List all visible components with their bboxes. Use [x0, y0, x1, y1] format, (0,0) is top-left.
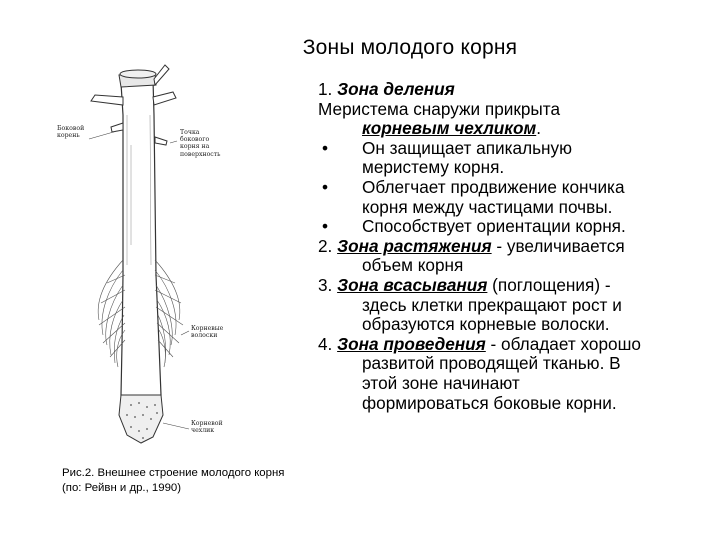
- zone-3-heading: [318, 276, 710, 296]
- zones-text: [318, 80, 710, 413]
- zone-4-title: Зона проведения: [337, 333, 486, 354]
- zone-4-line-3: этой зоне начинают: [362, 372, 520, 393]
- label-lateral-root: Боковой корень: [57, 125, 85, 140]
- zone-1-line-2-rest: .: [536, 118, 542, 139]
- zone-1-line-1: Меристема снаружи прикрыта: [318, 98, 561, 119]
- zone-1-title: Зона деления: [337, 79, 455, 99]
- zone-2-rest: - увеличивается: [491, 235, 625, 256]
- bullet-1-line-2: меристему корня.: [362, 157, 505, 178]
- bullet-dot: •: [322, 216, 329, 237]
- zone-4-rest: - обладает хорошо: [485, 333, 641, 354]
- caption-line-1: Рис.2. Внешнее строение молодого корня: [62, 467, 285, 479]
- zone-3-number: 3.: [318, 274, 338, 295]
- zone-1-number: 1.: [318, 79, 338, 99]
- zone-3-line-3: образуются корневые волоски.: [362, 314, 610, 335]
- zone-4-number: 4.: [318, 333, 338, 354]
- zone-2-number: 2.: [318, 235, 338, 256]
- bullet-1: [318, 139, 710, 159]
- zone-4-heading: [318, 335, 710, 355]
- bullet-2: [318, 178, 710, 198]
- caption-line-2: (по: Рейвн и др., 1990): [62, 481, 182, 494]
- root-illustration: [55, 45, 255, 460]
- bullet-3-line-1: Способствует ориентации корня.: [362, 216, 626, 237]
- zone-1-heading: [318, 80, 710, 100]
- bullet-2-line-1: Облегчает продвижение кончика: [362, 176, 625, 197]
- zone-4-line-2: развитой проводящей тканью. В: [362, 353, 621, 374]
- figure-caption: [62, 466, 322, 495]
- zone-3-line-2: здесь клетки прекращают рост и: [362, 294, 622, 315]
- label-root-cap: Корневой чехлик: [191, 420, 223, 435]
- label-lateral-root-point: Точка бокового корня на поверхность: [180, 129, 221, 158]
- zone-4-line-4: формироваться боковые корни.: [362, 392, 617, 413]
- bullet-dot: •: [322, 176, 329, 197]
- zone-3-title: Зона всасывания: [337, 274, 488, 295]
- zone-2-heading: [318, 237, 710, 257]
- slide-title: Зоны молодого корня: [302, 36, 518, 59]
- root-cap-term: корневым чехликом: [362, 118, 537, 139]
- bullet-1-line-1: Он защищает апикальную: [362, 137, 573, 158]
- root-drawing: [55, 45, 255, 460]
- bullet-2-line-2: корня между частицами почвы.: [362, 196, 613, 217]
- zone-2-title: Зона растяжения: [337, 235, 492, 256]
- bullet-3: [318, 217, 710, 237]
- zone-1-line-2: [318, 119, 710, 139]
- zone-3-rest: (поглощения) -: [487, 274, 611, 295]
- label-root-hairs: Корневые волоски: [191, 325, 224, 340]
- zone-2-line-2: объем корня: [362, 255, 464, 276]
- bullet-dot: •: [322, 137, 329, 158]
